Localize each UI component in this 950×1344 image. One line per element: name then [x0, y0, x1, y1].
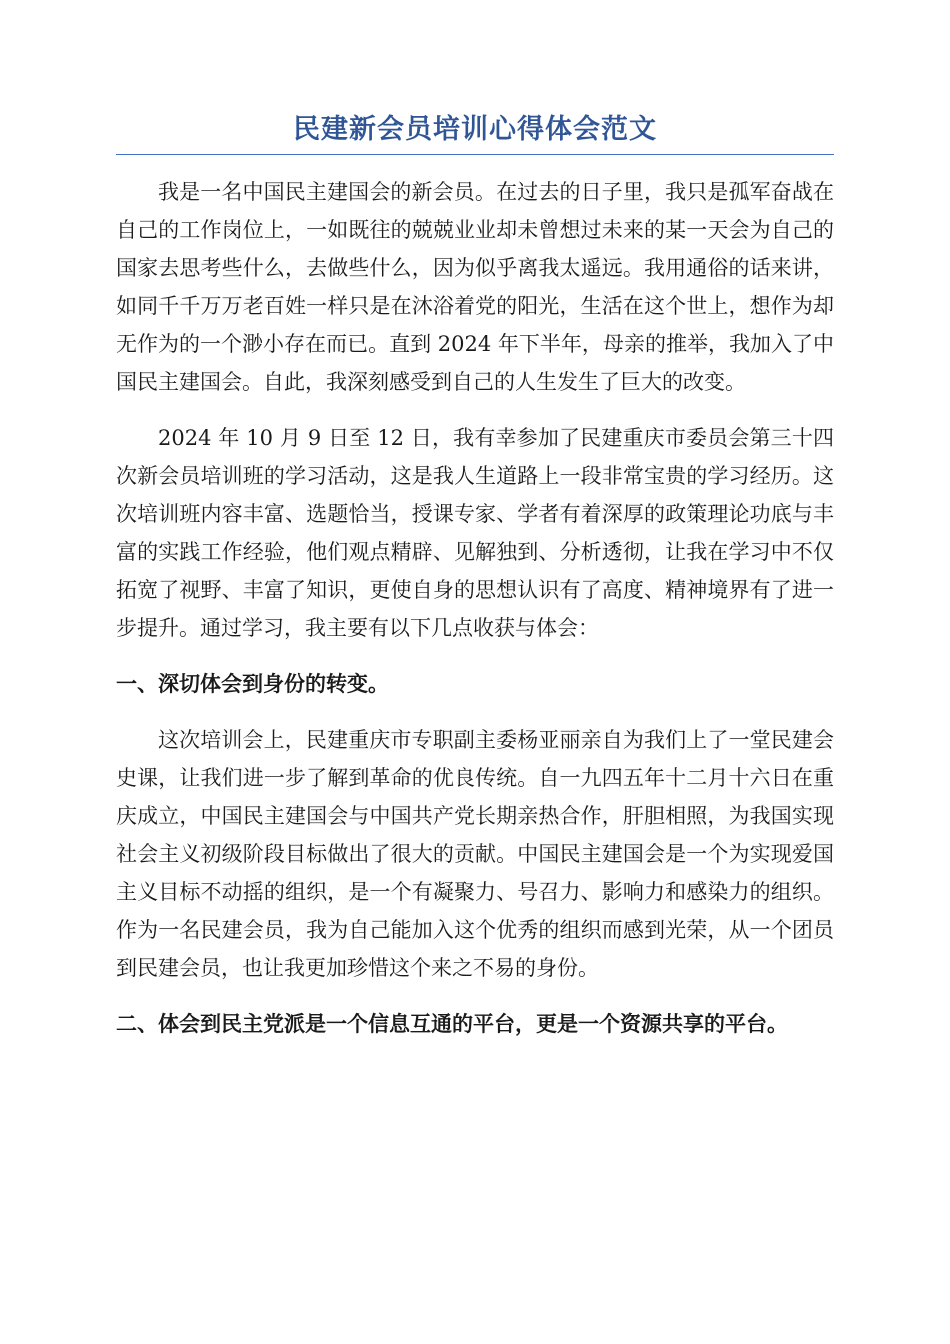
document-body — [116, 173, 834, 1043]
document-title: 民建新会员培训心得体会范文 — [116, 108, 834, 155]
paragraph-training: 2024 年 10 月 9 日至 12 日，我有幸参加了民建重庆市委员会第三十四次新会员培训班的学习活动，这是我人生道路上一段非常宝贵的学习经历。这次培训班内容丰富、选题恰当，授课专家、学者有着深厚的政策理论功底与丰富的实践工作经验，他们观点精辟、见解独到、分析透彻，让我在学习中不仅拓宽了视野、丰富了知识，更使自身的思想认识有了高度、精神境界有了进一步提升。通过学习，我主要有以下几点收获与体会： — [116, 426, 834, 640]
document-page — [116, 108, 834, 1061]
section-heading-1: 一、深切体会到身份的转变。 — [116, 672, 389, 696]
section-heading-2: 二、体会到民主党派是一个信息互通的平台，更是一个资源共享的平台。 — [116, 1012, 788, 1036]
paragraph-intro: 我是一名中国民主建国会的新会员。在过去的日子里，我只是孤军奋战在自己的工作岗位上，一如既往的兢兢业业却未曾想过未来的某一天会为自己的国家去思考些什么，去做些什么，因为似乎离我太遥远。我用通俗的话来讲，如同千千万万老百姓一样只是在沐浴着党的阳光，生活在这个世上，想作为却无作为的一个渺小存在而已。直到 2024 年下半年，母亲的推举，我加入了中国民主建国会。自此，我深刻感受到自己的人生发生了巨大的改变。 — [116, 180, 834, 394]
paragraph-identity: 这次培训会上，民建重庆市专职副主委杨亚丽亲自为我们上了一堂民建会史课，让我们进一步了解到革命的优良传统。自一九四五年十二月十六日在重庆成立，中国民主建国会与中国共产党长期亲热合作，肝胆相照，为我国实现社会主义初级阶段目标做出了很大的贡献。中国民主建国会是一个为实现爱国主义目标不动摇的组织，是一个有凝聚力、号召力、影响力和感染力的组织。作为一名民建会员，我为自己能加入这个优秀的组织而感到光荣，从一个团员到民建会员，也让我更加珍惜这个来之不易的身份。 — [116, 728, 834, 980]
